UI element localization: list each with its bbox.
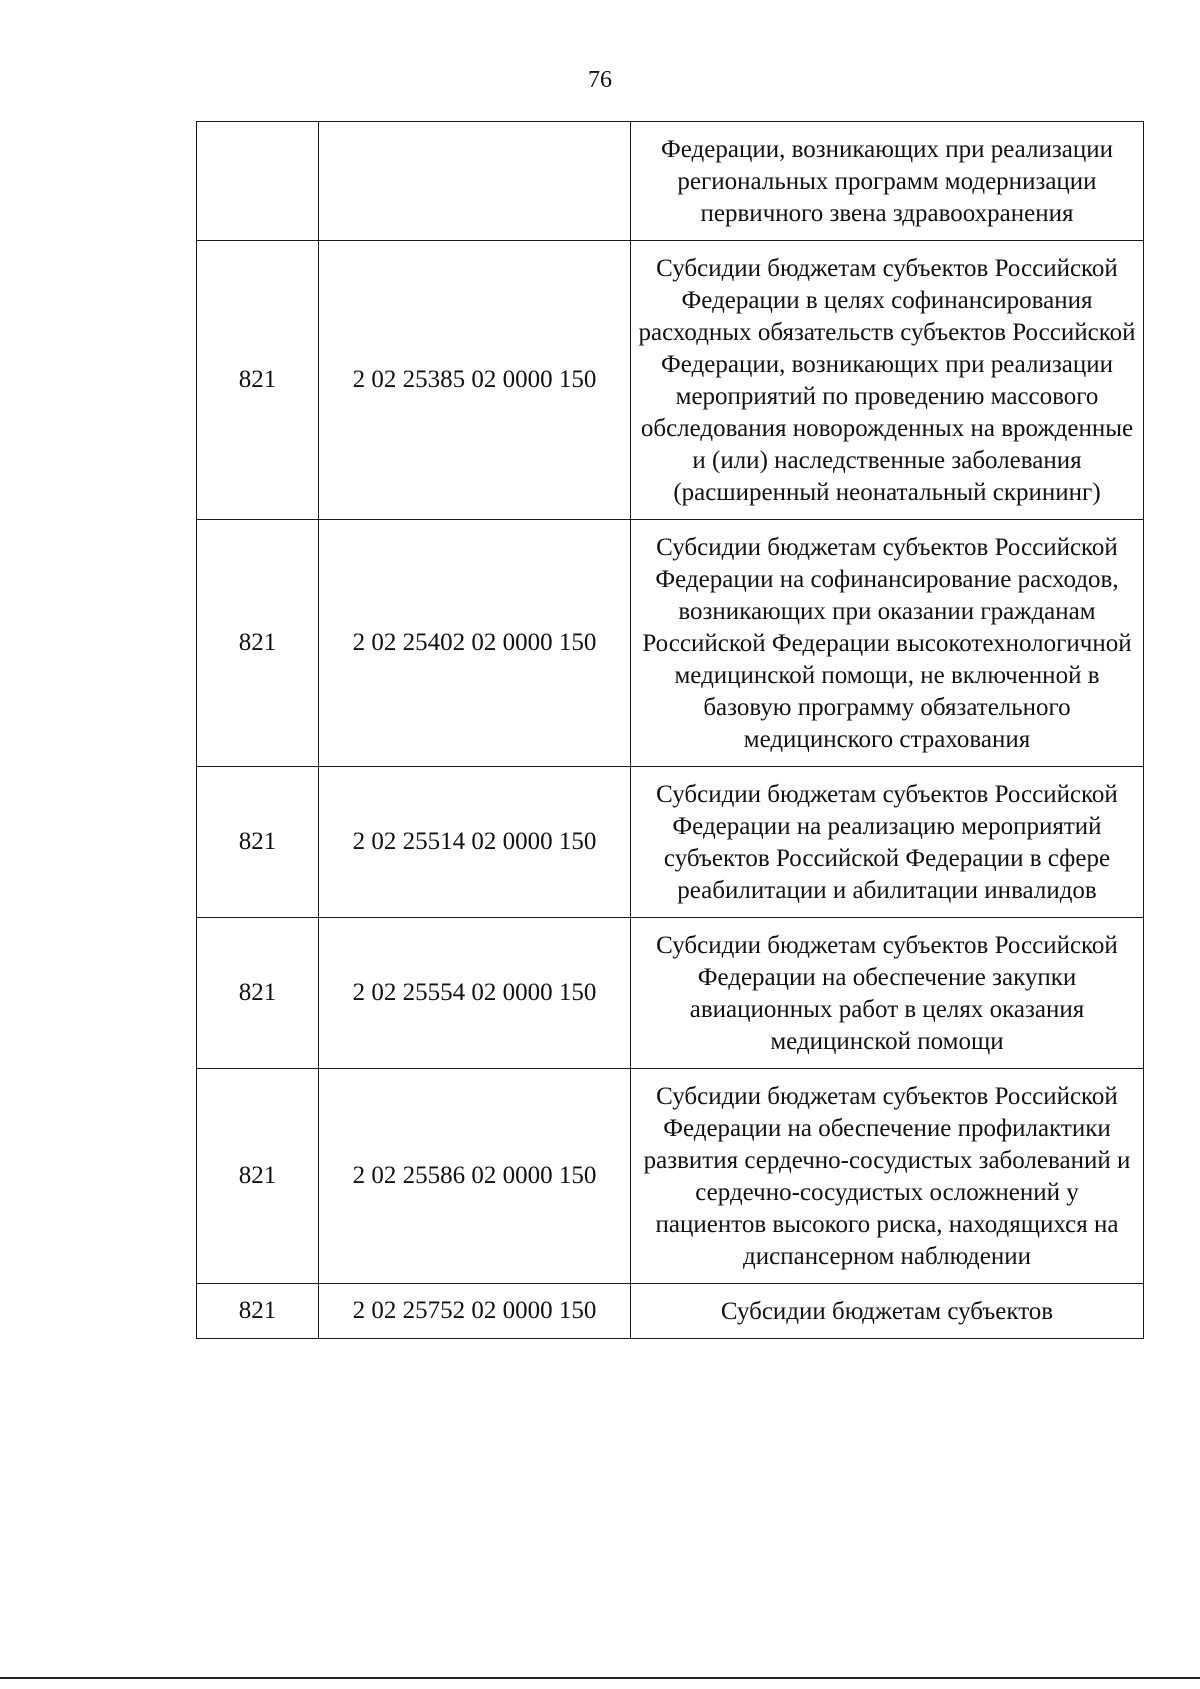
description-cell: Субсидии бюджетам субъектов <box>631 1284 1144 1339</box>
table-row <box>197 520 1144 767</box>
admin-code-cell: 821 <box>197 767 319 918</box>
budget-code-cell <box>319 122 631 241</box>
admin-code-cell: 821 <box>197 918 319 1069</box>
table-row <box>197 1069 1144 1284</box>
description-cell: Субсидии бюджетам субъектов Российской Федерации в целях софинансирования расходных обязательств субъектов Российской Федерации, возникающих при реализации мероприятий по проведению массового обследования новорожденных на врожденные и (или) наследственные заболевания (расширенный неонатальный скрининг) <box>631 241 1144 520</box>
description-cell: Федерации, возникающих при реализации региональных программ модернизации первичного звена здравоохранения <box>631 122 1144 241</box>
page-bottom-rule <box>0 1677 1200 1679</box>
budget-code-cell: 2 02 25554 02 0000 150 <box>319 918 631 1069</box>
description-cell: Субсидии бюджетам субъектов Российской Федерации на обеспечение профилактики развития сердечно-сосудистых заболеваний и сердечно-сосудистых осложнений у пациентов высокого риска, находящихся на диспансерном наблюдении <box>631 1069 1144 1284</box>
budget-code-cell: 2 02 25402 02 0000 150 <box>319 520 631 767</box>
admin-code-cell: 821 <box>197 1284 319 1339</box>
budget-code-cell: 2 02 25514 02 0000 150 <box>319 767 631 918</box>
admin-code-cell: 821 <box>197 520 319 767</box>
table-row <box>197 241 1144 520</box>
description-cell: Субсидии бюджетам субъектов Российской Федерации на софинансирование расходов, возникающих при оказании гражданам Российской Федерации высокотехнологичной медицинской помощи, не включенной в базовую программу обязательного медицинского страхования <box>631 520 1144 767</box>
description-cell: Субсидии бюджетам субъектов Российской Федерации на обеспечение закупки авиационных работ в целях оказания медицинской помощи <box>631 918 1144 1069</box>
page-number: 76 <box>588 67 612 93</box>
admin-code-cell: 821 <box>197 241 319 520</box>
budget-classification-table <box>196 121 1144 1339</box>
table-row <box>197 1284 1144 1339</box>
budget-code-cell: 2 02 25385 02 0000 150 <box>319 241 631 520</box>
description-cell: Субсидии бюджетам субъектов Российской Федерации на реализацию мероприятий субъектов Российской Федерации в сфере реабилитации и абилитации инвалидов <box>631 767 1144 918</box>
admin-code-cell <box>197 122 319 241</box>
admin-code-cell: 821 <box>197 1069 319 1284</box>
table-row <box>197 767 1144 918</box>
budget-code-cell: 2 02 25752 02 0000 150 <box>319 1284 631 1339</box>
table-row <box>197 918 1144 1069</box>
budget-code-cell: 2 02 25586 02 0000 150 <box>319 1069 631 1284</box>
table-row <box>197 122 1144 241</box>
